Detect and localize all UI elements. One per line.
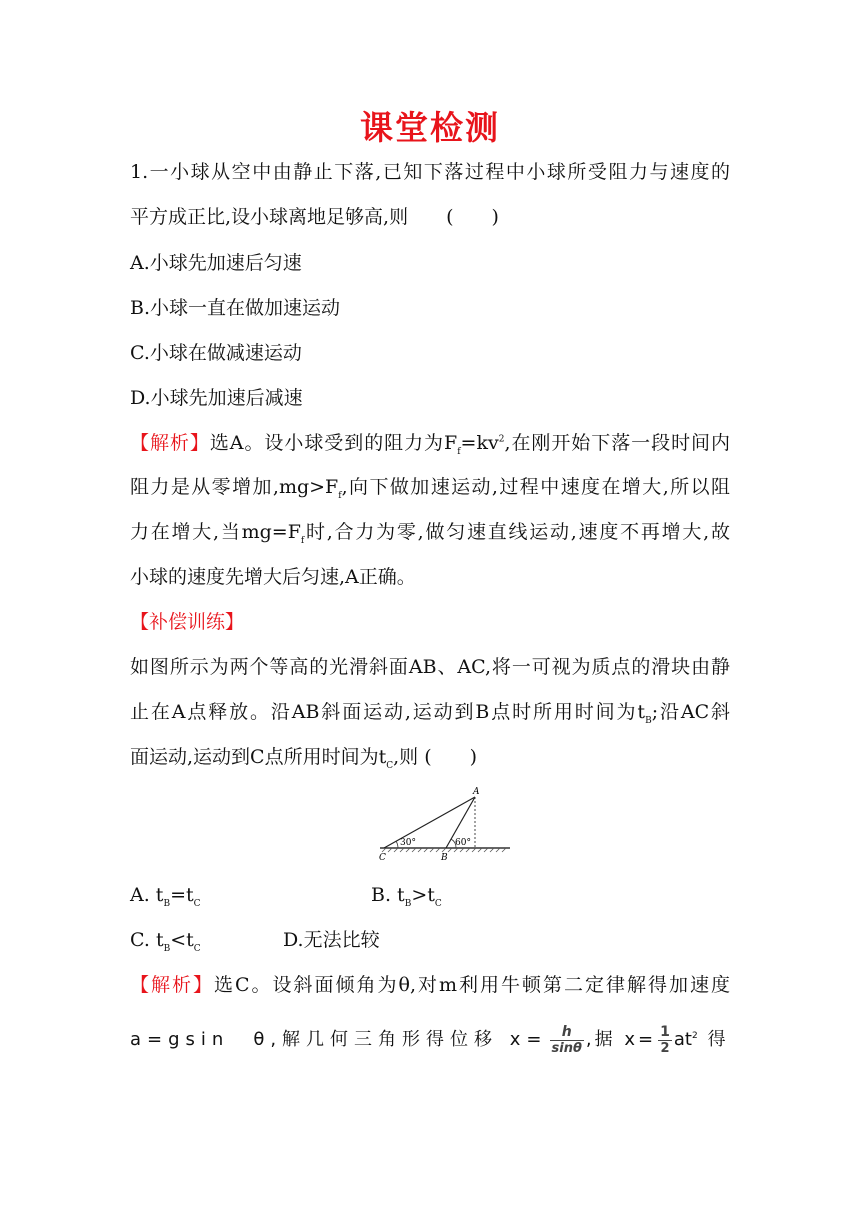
supplement-text: 止在A点释放。沿AB斜面运动,运动到B点时所用时间为t — [130, 701, 646, 723]
supplement-option-a — [130, 880, 330, 910]
subscript: C — [386, 760, 394, 771]
question-1-line-2: 平方成正比,设小球离地足够高,则 ( ) — [130, 206, 499, 228]
analysis-text: 力在增大,当mg=F — [130, 521, 301, 543]
analysis-2-line-2 — [130, 1016, 730, 1064]
option-text: =t — [170, 884, 194, 906]
supplement-option-d: D.无法比较 — [283, 929, 380, 951]
option-text: >t — [411, 884, 435, 906]
superscript: 2 — [691, 1031, 698, 1041]
analysis-tag: 【解析】 — [130, 974, 214, 996]
supplement-text: ,则 ( ) — [393, 746, 478, 768]
analysis-text: 选A。设小球受到的阻力为F — [209, 432, 458, 454]
option-text: <t — [170, 929, 194, 951]
analysis-text: a=gsin θ,解几何三角形得位移 x= — [130, 1029, 548, 1050]
page-title: 课堂检测 — [360, 108, 500, 147]
analysis-tag: 【解析】 — [130, 432, 210, 454]
fraction-h-over-sin — [550, 1024, 584, 1057]
option-a: A.小球先加速后匀速 — [130, 252, 302, 274]
subscript: f — [300, 535, 305, 546]
subscript: C — [193, 943, 201, 954]
analysis-text: 阻力是从零增加,mg>F — [130, 476, 339, 498]
superscript: 2 — [498, 434, 505, 445]
option-text: A. t — [130, 884, 164, 906]
analysis-1-line-4: 小球的速度先增大后匀速,A正确。 — [130, 566, 416, 588]
point-label-a: A — [473, 787, 480, 797]
fraction-denominator: 2 — [660, 1040, 670, 1056]
supplement-text: ;沿AC斜 — [651, 701, 730, 723]
fraction-numerator: h — [550, 1024, 584, 1041]
supplement-line-1: 如图所示为两个等高的光滑斜面AB、AC,将一可视为质点的滑块由静 — [130, 656, 730, 678]
analysis-text: at — [673, 1029, 692, 1050]
supplement-option-b — [371, 880, 571, 910]
analysis-text: 时,合力为零,做匀速直线运动,速度不再增大,故 — [304, 521, 730, 543]
subscript: B — [163, 898, 171, 909]
subscript: C — [434, 898, 442, 909]
option-b: B.小球一直在做加速运动 — [130, 297, 341, 319]
subscript: C — [193, 898, 201, 909]
analysis-1-line-1 — [130, 428, 730, 458]
analysis-text: ,向下做加速运动,过程中速度在增大,所以阻 — [341, 476, 730, 498]
option-text: C. t — [130, 929, 164, 951]
option-text: B. t — [371, 884, 405, 906]
inclined-plane-figure — [374, 784, 514, 864]
analysis-text: =kv — [460, 432, 499, 454]
supplement-text: 面运动,运动到C点所用时间为t — [130, 746, 387, 768]
analysis-text: 得 — [707, 1029, 726, 1050]
supplement-line-2 — [130, 697, 730, 727]
option-c: C.小球在做减速运动 — [130, 342, 302, 364]
subscript: f — [457, 446, 461, 457]
analysis-text: ,在刚开始下落一段时间内 — [504, 432, 730, 454]
supplement-option-c — [130, 925, 270, 955]
analysis-1-line-3 — [130, 517, 730, 547]
subscript: B — [645, 715, 652, 726]
supplement-tag: 【补偿训练】 — [130, 611, 245, 633]
angle-label-30: 30° — [400, 838, 416, 848]
option-d: D.小球先加速后减速 — [130, 387, 303, 409]
point-label-b: B — [441, 853, 448, 863]
fraction-one-half — [658, 1024, 672, 1057]
analysis-2-line-1 — [130, 970, 730, 1000]
analysis-text: 选C。设斜面倾角为θ,对m利用牛顿第二定律解得加速度 — [214, 974, 730, 996]
angle-30-arc — [396, 841, 398, 848]
angle-label-60: 60° — [455, 838, 471, 848]
subscript: B — [163, 943, 171, 954]
fraction-denominator: sinθ — [551, 1040, 582, 1056]
question-1-line-1: 1.一小球从空中由静止下落,已知下落过程中小球所受阻力与速度的 — [130, 161, 730, 183]
supplement-line-3 — [130, 742, 730, 772]
fraction-numerator: 1 — [660, 1023, 670, 1040]
point-label-c: C — [379, 853, 386, 863]
subscript: f — [338, 490, 342, 501]
subscript: B — [404, 898, 412, 909]
analysis-1-line-2 — [130, 472, 730, 502]
analysis-text: ,据 x= — [585, 1029, 657, 1050]
